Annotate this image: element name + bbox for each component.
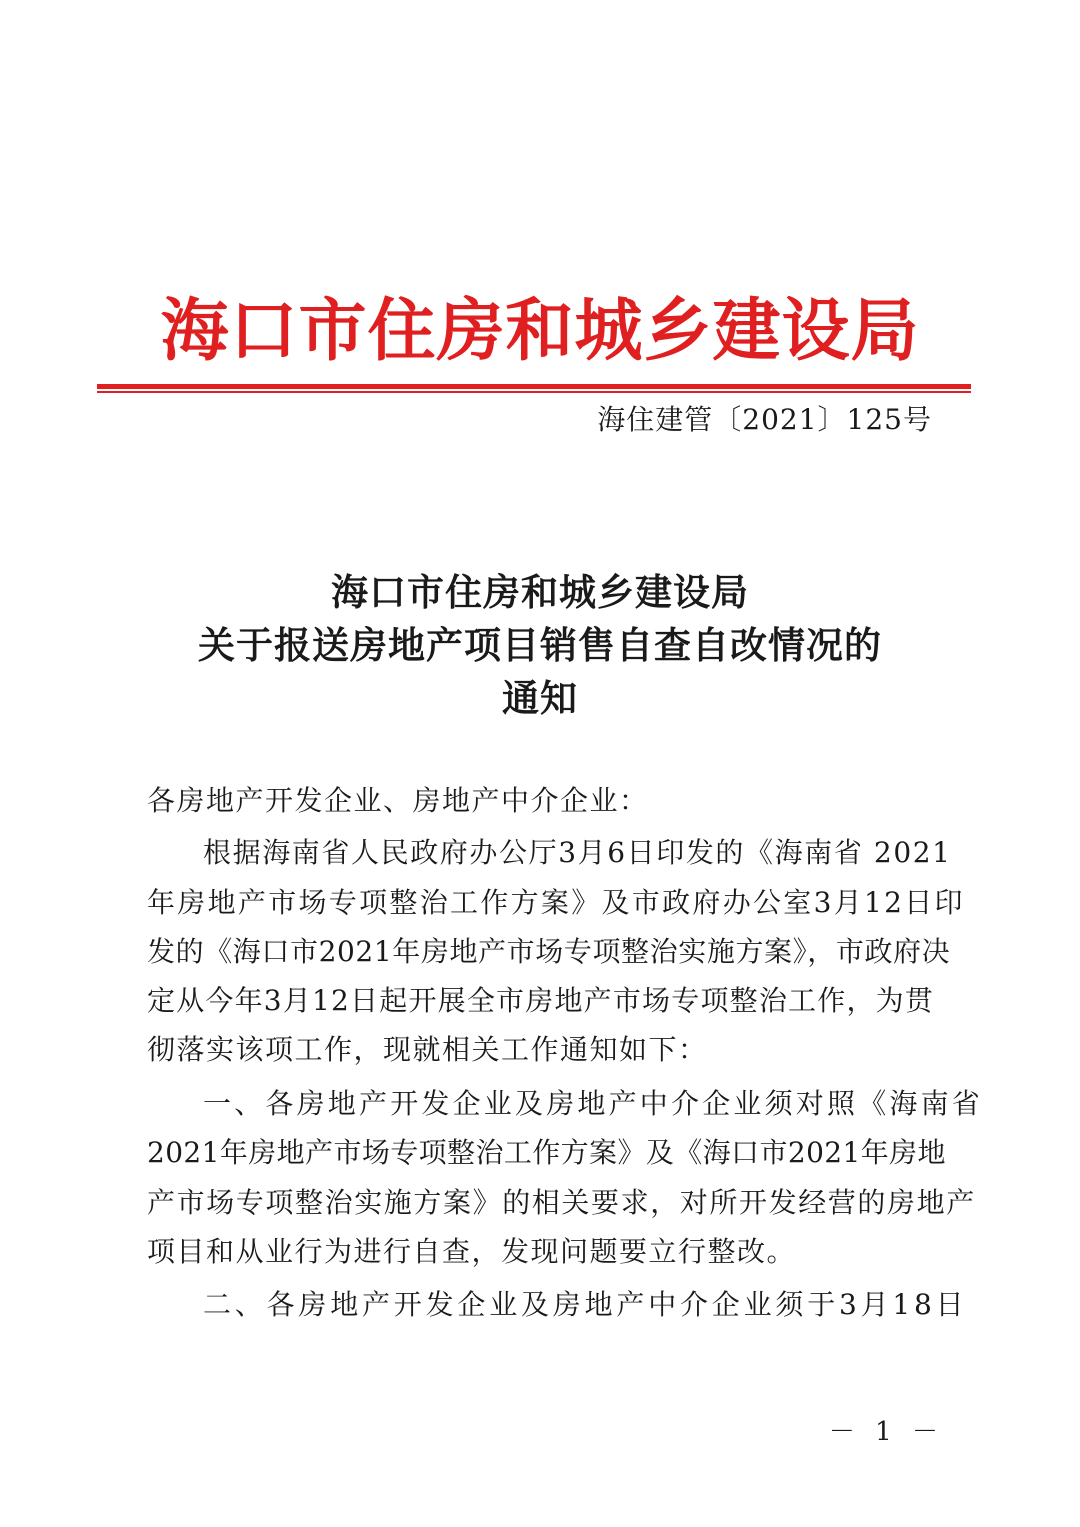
body-line: 彻落实该项工作，现就相关工作通知如下： — [147, 1033, 708, 1066]
body-line: 根据海南省人民政府办公厅3月6日印发的《海南省 2021 — [203, 836, 952, 869]
document-title — [0, 566, 1080, 725]
title-line: 海口市住房和城乡建设局 — [331, 570, 749, 614]
body-line: 发的《海口市2021年房地产市场专项整治实施方案》，市政府决 — [147, 935, 951, 968]
body-line: 定从今年3月12日起开展全市房地产市场专项整治工作，为贯 — [147, 984, 935, 1017]
title-line: 通知 — [502, 676, 578, 720]
red-header-rule — [97, 384, 971, 389]
body-line: 产市场专项整治实施方案》的相关要求，对所开发经营的房地产 — [147, 1186, 976, 1219]
agency-masthead: 海口市住房和城乡建设局 — [160, 292, 920, 371]
salutation: 各房地产开发企业、房地产中介企业： — [147, 784, 649, 817]
red-header-rule-thin — [97, 391, 971, 393]
document-number: 海住建管〔2021〕125号 — [597, 403, 932, 436]
page-number: － 1 － — [828, 1417, 944, 1447]
title-line: 关于报送房地产项目销售自查自改情况的 — [198, 623, 882, 667]
body-line: 年房地产市场专项整治工作方案》及市政府办公室3月12日印 — [147, 886, 965, 919]
body-line: 二、各房地产开发企业及房地产中介企业须于3月18日 — [203, 1288, 968, 1321]
body-line: 2021年房地产市场专项整治工作方案》及《海口市2021年房地 — [147, 1136, 946, 1169]
body-line: 一、各房地产开发企业及房地产中介企业须对照《海南省 — [203, 1087, 984, 1120]
body-line: 项目和从业行为进行自查，发现问题要立行整改。 — [147, 1235, 797, 1268]
